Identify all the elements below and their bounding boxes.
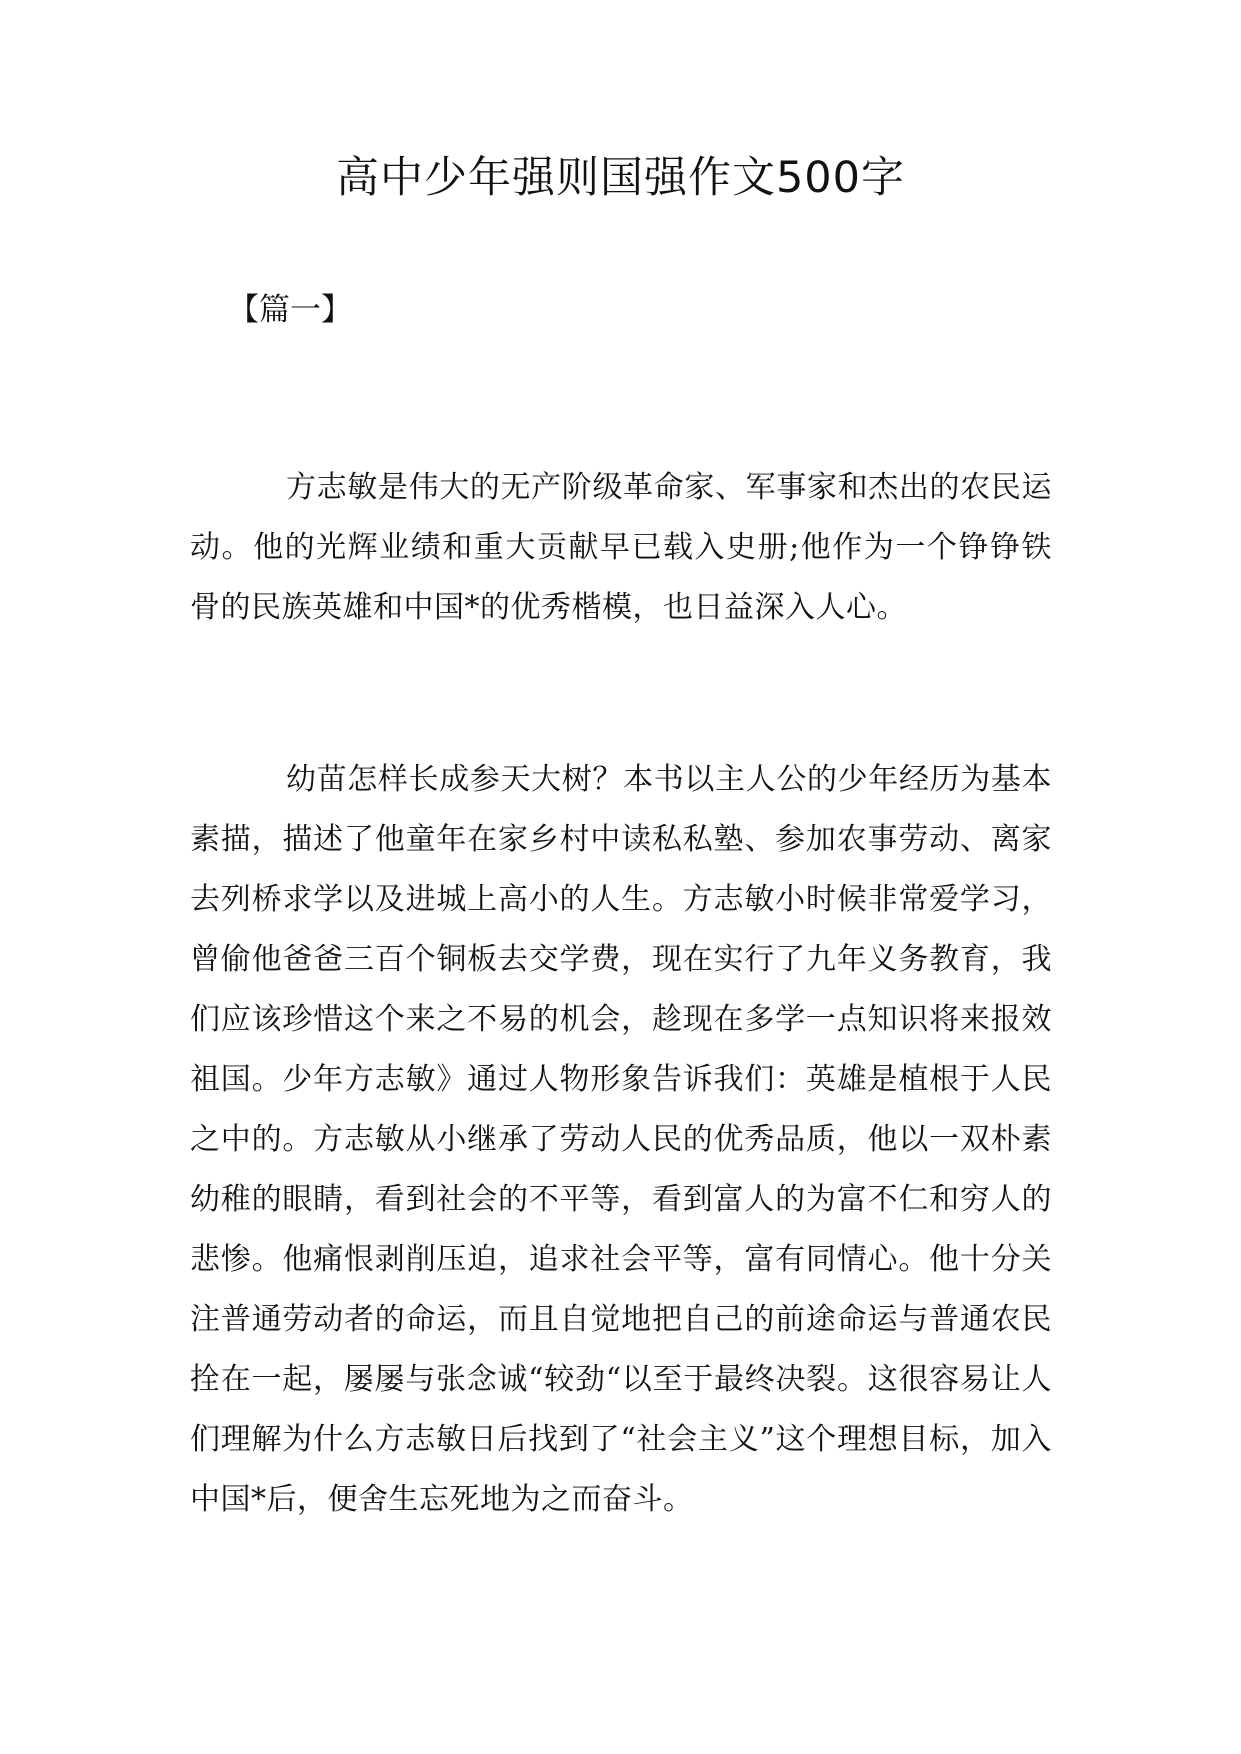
document-title: 高中少年强则国强作文500字 xyxy=(335,153,906,203)
paragraph-2: 幼苗怎样长成参天大树？本书以主人公的少年经历为基本素描，描述了他童年在家乡村中读私私塾、参加农事劳动、离家去列桥求学以及进城上高小的人生。方志敏小时候非常爱学习，曾偷他爸爸三百个铜板去交学费，现在实行了九年义务教育，我们应该珍惜这个来之不易的机会，趁现在多学一点知识将来报效祖国。少年方志敏》通过人物形象告诉我们：英雄是植根于人民之中的。方志敏从小继承了劳动人民的优秀品质，他以一双朴素幼稚的眼睛，看到社会的不平等，看到富人的为富不仁和穷人的悲惨。他痛恨剥削压迫，追求社会平等，富有同情心。他十分关注普通劳动者的命运，而且自觉地把自己的前途命运与普通农民拴在一起，屡屡与张念诚“较劲“以至于最终决裂。这很容易让人们理解为什么方志敏日后找到了“社会主义”这个理想目标，加入中国*后，便舍生忘死地为之而奋斗。 xyxy=(190,762,1052,1517)
section-label: 【篇一】 xyxy=(228,292,352,328)
paragraph-1: 方志敏是伟大的无产阶级革命家、军事家和杰出的农民运动。他的光辉业绩和重大贡献早已载入史册;他作为一个铮铮铁骨的民族英雄和中国*的优秀楷模，也日益深入人心。 xyxy=(190,470,1052,625)
